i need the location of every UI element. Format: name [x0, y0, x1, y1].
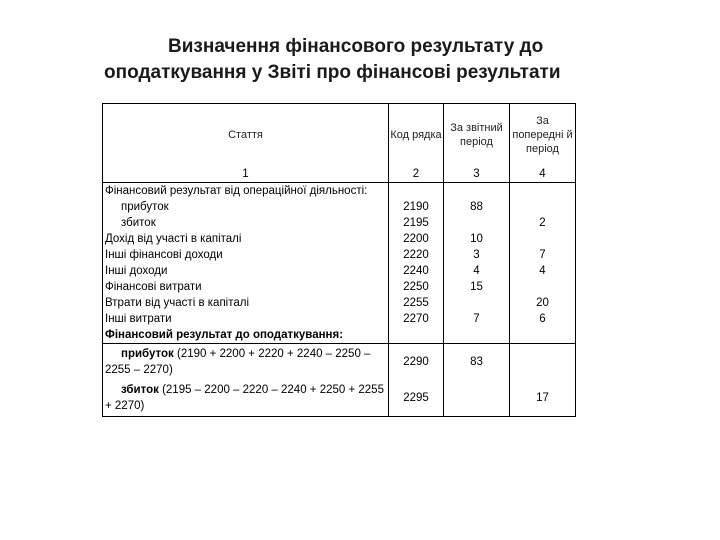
- section-pretax-label: Фінансовий результат до оподаткування:: [103, 327, 389, 344]
- profit-formula: (2190 + 2200 + 2220 + 2240 – 2250 – 2255 – 2270): [105, 348, 371, 376]
- profit-label: прибуток (2190 + 2200 + 2220 + 2240 – 2250 – 2255 – 2270): [103, 344, 389, 381]
- table-row: [103, 295, 576, 311]
- row-current: 15: [444, 279, 510, 295]
- header-row: [103, 104, 576, 167]
- column-number-row: [103, 166, 576, 183]
- loss-current: [444, 380, 510, 417]
- loss-code: 2295: [389, 380, 444, 417]
- row-code: 2195: [389, 215, 444, 231]
- section-operating-row: [103, 183, 576, 200]
- row-code: 2220: [389, 247, 444, 263]
- row-current: 88: [444, 199, 510, 215]
- table-row: [103, 247, 576, 263]
- header-code: Код рядка: [389, 104, 444, 167]
- col-number-1: 1: [103, 166, 389, 183]
- loss-formula: (2195 – 2200 – 2220 – 2240 + 2250 + 2255 + 2270): [105, 384, 384, 412]
- row-code: 2240: [389, 263, 444, 279]
- section-pretax-row: [103, 327, 576, 344]
- header-item: Стаття: [103, 104, 389, 167]
- row-current: 10: [444, 231, 510, 247]
- row-previous: [510, 199, 576, 215]
- row-label: Інші доходи: [103, 263, 389, 279]
- row-code: 2255: [389, 295, 444, 311]
- row-label: Фінансові витрати: [103, 279, 389, 295]
- col-number-3: 3: [444, 166, 510, 183]
- financial-result-table: [102, 103, 576, 417]
- row-label: прибуток: [103, 199, 389, 215]
- table-row: [103, 199, 576, 215]
- title-line-1: Визначення фінансового результату до: [168, 36, 544, 57]
- row-code: 2200: [389, 231, 444, 247]
- loss-previous: 17: [510, 380, 576, 417]
- section-operating-label: Фінансовий результат від операційної діяльності:: [103, 183, 389, 200]
- row-current: 4: [444, 263, 510, 279]
- profit-current: 83: [444, 344, 510, 381]
- row-current: [444, 215, 510, 231]
- profit-row: [103, 344, 576, 381]
- row-previous: 2: [510, 215, 576, 231]
- title-line-2: оподаткування у Звіті про фінансові результати: [104, 62, 561, 83]
- row-label: Інші витрати: [103, 311, 389, 327]
- page-title: [100, 34, 600, 86]
- col-number-4: 4: [510, 166, 576, 183]
- row-code: 2270: [389, 311, 444, 327]
- profit-code: 2290: [389, 344, 444, 381]
- loss-label: збиток (2195 – 2200 – 2220 – 2240 + 2250 + 2255 + 2270): [103, 380, 389, 417]
- row-previous: 20: [510, 295, 576, 311]
- header-current: За звітний період: [444, 104, 510, 167]
- row-label: Втрати від участі в капіталі: [103, 295, 389, 311]
- profit-previous: [510, 344, 576, 381]
- row-code: 2190: [389, 199, 444, 215]
- col-number-2: 2: [389, 166, 444, 183]
- table-row: [103, 311, 576, 327]
- row-label: збиток: [103, 215, 389, 231]
- row-label: Інші фінансові доходи: [103, 247, 389, 263]
- table-row: [103, 263, 576, 279]
- row-code: 2250: [389, 279, 444, 295]
- row-previous: 7: [510, 247, 576, 263]
- row-current: 3: [444, 247, 510, 263]
- row-current: 7: [444, 311, 510, 327]
- loss-row: [103, 380, 576, 417]
- row-previous: [510, 279, 576, 295]
- row-label: Дохід від участі в капіталі: [103, 231, 389, 247]
- row-current: [444, 295, 510, 311]
- row-previous: 6: [510, 311, 576, 327]
- table-row: [103, 231, 576, 247]
- header-previous: За попередні й період: [510, 104, 576, 167]
- table-row: [103, 279, 576, 295]
- table-row: [103, 215, 576, 231]
- row-previous: [510, 231, 576, 247]
- row-previous: 4: [510, 263, 576, 279]
